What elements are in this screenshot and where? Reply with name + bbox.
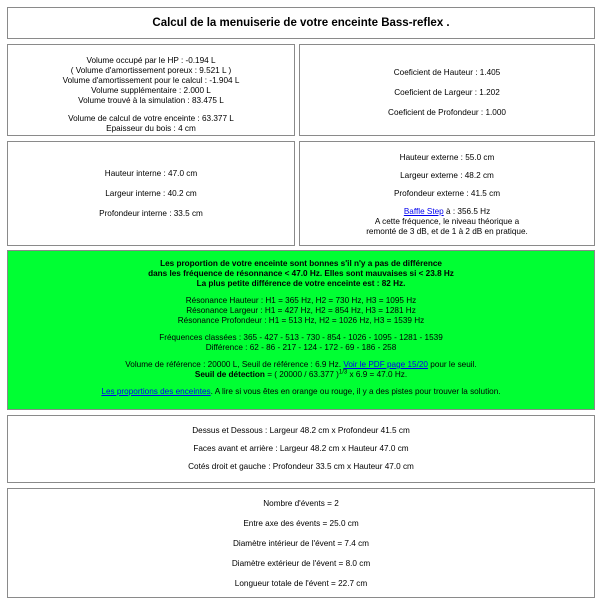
faces-box (7, 415, 595, 483)
volume-hp: Volume occupé par le HP : -0.194 L (86, 56, 216, 65)
resonance-largeur: Résonance Largeur : H1 = 427 Hz, H2 = 854 Hz, H3 = 1281 Hz (186, 306, 416, 315)
hauteur-externe: Hauteur externe : 55.0 cm (399, 153, 495, 162)
resonance-msg-2: dans les fréquence de résonnance < 47.0 Hz. Elles sont mauvaises si < 23.8 Hz (148, 269, 454, 278)
baffle-step-link[interactable]: Baffle Step (403, 207, 444, 216)
event-nombre: Nombre d'évents = 2 (263, 499, 339, 508)
reference-text: Volume de référence : 20000 L, Seuil de référence : 6.9 Hz. (125, 360, 344, 369)
pdf-link[interactable]: Voir le PDF page 15/20 (343, 360, 428, 369)
largeur-externe: Largeur externe : 48.2 cm (400, 171, 494, 180)
title-box (7, 7, 595, 39)
internes-box (7, 141, 295, 246)
event-diam-int: Diamètre intérieur de l'évent = 7.4 cm (232, 539, 370, 548)
coef-largeur: Coeficient de Largeur : 1.202 (394, 88, 500, 97)
baffle-step-value: à : 356.5 Hz (443, 207, 491, 216)
baffle-step-line (300, 207, 594, 217)
volume-simulation: Volume trouvé à la simulation : 83.475 L (78, 96, 224, 105)
resonance-profondeur: Résonance Profondeur : H1 = 513 Hz, H2 = 1026 Hz, H3 = 1539 Hz (177, 316, 425, 325)
epaisseur: Epaisseur du bois : 4 cm (106, 124, 196, 133)
event-entre-axe: Entre axe des évents = 25.0 cm (243, 519, 359, 528)
page-title: Calcul de la menuiserie de votre enceinte Bass-reflex . (152, 17, 450, 29)
externes-box (299, 141, 595, 246)
resonance-box (7, 250, 595, 410)
volume-calcul: Volume de calcul de votre enceinte : 63.377 L (68, 114, 234, 123)
resonance-hauteur: Résonance Hauteur : H1 = 365 Hz, H2 = 730 Hz, H3 = 1095 Hz (185, 296, 417, 305)
hauteur-interne: Hauteur interne : 47.0 cm (104, 169, 198, 178)
reference-line (8, 360, 594, 370)
event-diam-ext: Diamètre extérieur de l'évent = 8.0 cm (231, 559, 371, 568)
baffle-note-1: A cette fréquence, le niveau théorique a (374, 217, 520, 226)
coef-profondeur: Coeficient de Profondeur : 1.000 (388, 108, 506, 117)
seuil-pre: = ( 20000 / 63.377 ) (264, 370, 339, 379)
volume-amort-calcul: Volume d'amortissement pour le calcul : -1.904 L (62, 76, 240, 85)
coefs-box (299, 44, 595, 136)
seuil-line (8, 370, 594, 380)
volume-amort-poreux: ( Volume d'amortissement poreux : 9.521 L ) (70, 66, 232, 75)
resonance-msg-1: Les proportion de votre enceinte sont bonnes s'il n'y a pas de différence (160, 259, 442, 268)
face-cotes: Cotés droit et gauche : Profondeur 33.5 cm x Hauteur 47.0 cm (188, 462, 414, 471)
seuil-exp: 1/3 (338, 369, 348, 376)
profondeur-interne: Profondeur interne : 33.5 cm (99, 209, 203, 218)
baffle-note-2: remonté de 3 dB, et de 1 à 2 dB en pratique. (366, 227, 528, 236)
frequences-classees: Fréquences classées : 365 - 427 - 513 - 730 - 854 - 1026 - 1095 - 1281 - 1539 (159, 333, 443, 342)
seuil-label: Seuil de détection (194, 370, 265, 379)
resonance-msg-3: La plus petite différence de votre enceinte est : 82 Hz. (196, 279, 406, 288)
coef-hauteur: Coeficient de Hauteur : 1.405 (393, 68, 501, 77)
face-dessus: Dessus et Dessous : Largeur 48.2 cm x Profondeur 41.5 cm (192, 426, 410, 435)
volumes-box (7, 44, 295, 136)
face-avant: Faces avant et arrière : Largeur 48.2 cm x Hauteur 47.0 cm (193, 444, 409, 453)
proportions-line (8, 387, 594, 397)
event-longueur: Longueur totale de l'évent = 22.7 cm (234, 579, 368, 588)
largeur-interne: Largeur interne : 40.2 cm (105, 189, 197, 198)
proportions-link[interactable]: Les proportions des enceintes (101, 387, 211, 396)
frequences-difference: Différence : 62 - 86 - 217 - 124 - 172 - 69 - 186 - 258 (205, 343, 397, 352)
proportions-post: . A lire si vous êtes en orange ou rouge, il y a des pistes pour trouver la solution. (210, 387, 501, 396)
volume-supp: Volume supplémentaire : 2.000 L (91, 86, 211, 95)
events-box (7, 488, 595, 598)
profondeur-externe: Profondeur externe : 41.5 cm (393, 189, 501, 198)
seuil-post: x 6.9 = 47.0 Hz. (347, 370, 408, 379)
reference-post: pour le seuil. (427, 360, 477, 369)
